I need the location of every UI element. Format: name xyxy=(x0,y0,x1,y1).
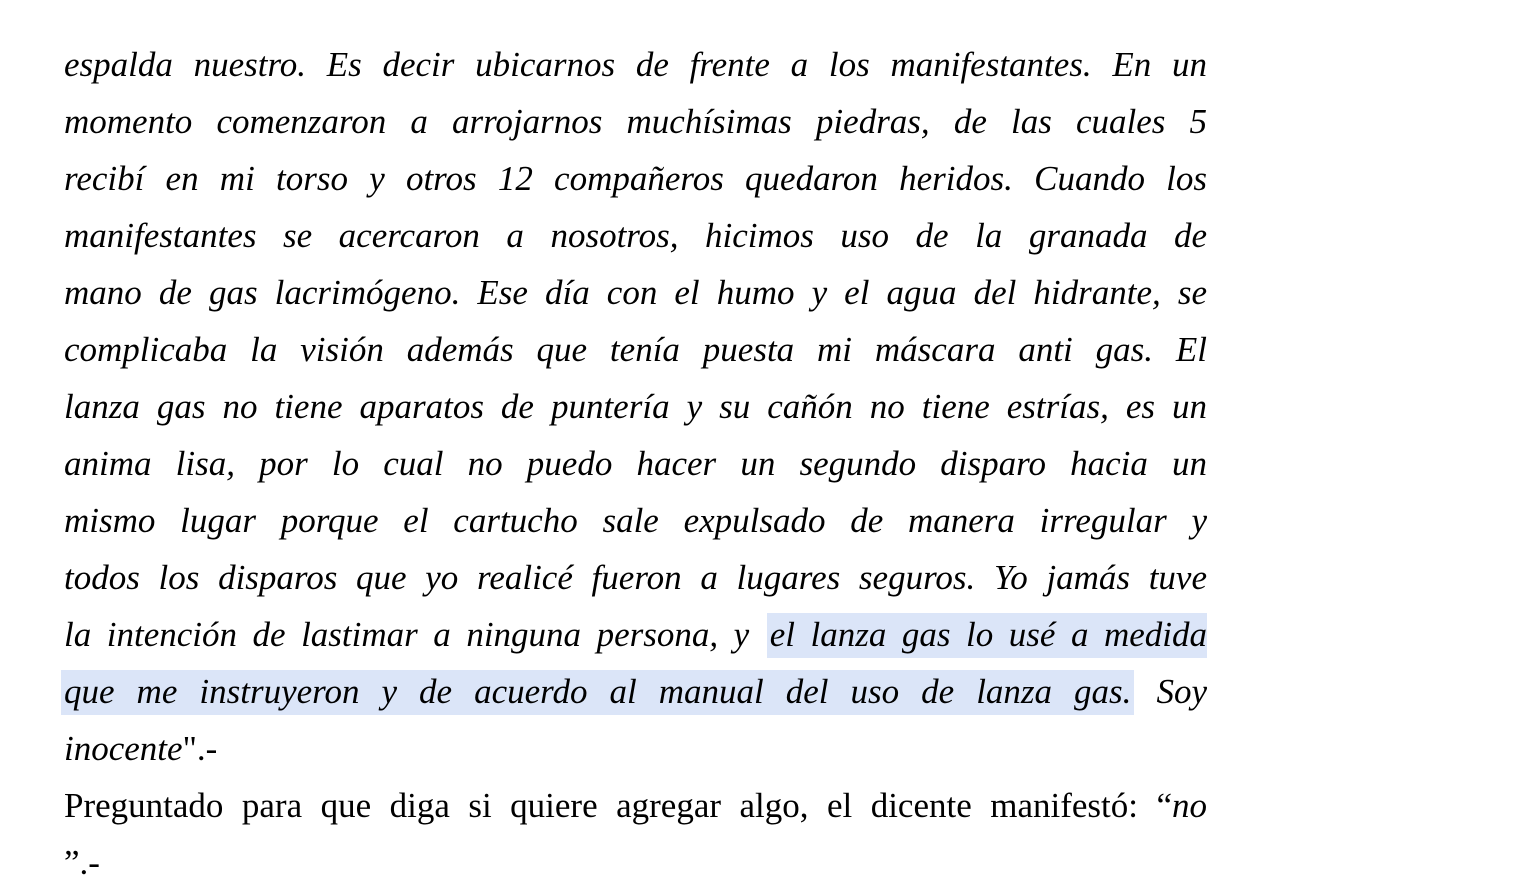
statement-line-8: anima lisa, por lo cual no puedo hacer un segundo disparo hacia un xyxy=(64,444,1207,483)
statement-line-12-text: Soy xyxy=(1134,672,1207,711)
statement-line-4: manifestantes se acercaron a nosotros, hicimos uso de la granada de xyxy=(64,216,1207,255)
statement-line-2: momento comenzaron a arrojarnos muchísimas piedras, de las cuales 5 xyxy=(64,102,1207,141)
closing-answer: no xyxy=(1172,786,1207,825)
text-selection-highlight[interactable]: el lanza gas lo usé a medida xyxy=(767,613,1207,658)
text-selection-highlight-continued[interactable]: que me instruyeron y de acuerdo al manual del uso de lanza gas. xyxy=(61,670,1134,715)
statement-line-3: recibí en mi torso y otros 12 compañeros quedaron heridos. Cuando los xyxy=(64,159,1207,198)
statement-line-12 xyxy=(64,663,1207,720)
statement-paragraph xyxy=(64,36,1207,777)
statement-line-6: complicaba la visión además que tenía puesta mi máscara anti gas. El xyxy=(64,330,1207,369)
closing-end-line: ”.- xyxy=(64,843,100,882)
statement-closing-word: inocente xyxy=(64,729,183,768)
closing-question-line xyxy=(64,777,1207,834)
statement-line-10: todos los disparos que yo realicé fueron a lugares seguros. Yo jamás tuve xyxy=(64,558,1207,597)
statement-closing-punctuation: ".- xyxy=(182,729,218,768)
statement-line-9: mismo lugar porque el cartucho sale expulsado de manera irregular y xyxy=(64,501,1207,540)
statement-line-1: espalda nuestro. Es decir ubicarnos de frente a los manifestantes. En un xyxy=(64,45,1207,84)
document-page xyxy=(64,36,1207,891)
closing-question-text: Preguntado para que diga si quiere agregar algo, el dicente manifestó: “ xyxy=(64,786,1172,825)
statement-line-11 xyxy=(64,606,1207,663)
statement-line-11-text: la intención de lastimar a ninguna persona, y xyxy=(64,615,765,654)
statement-line-7: lanza gas no tiene aparatos de puntería y su cañón no tiene estrías, es un xyxy=(64,387,1207,426)
closing-paragraph xyxy=(64,777,1207,891)
statement-line-13 xyxy=(64,720,1207,777)
statement-line-5: mano de gas lacrimógeno. Ese día con el humo y el agua del hidrante, se xyxy=(64,273,1207,312)
